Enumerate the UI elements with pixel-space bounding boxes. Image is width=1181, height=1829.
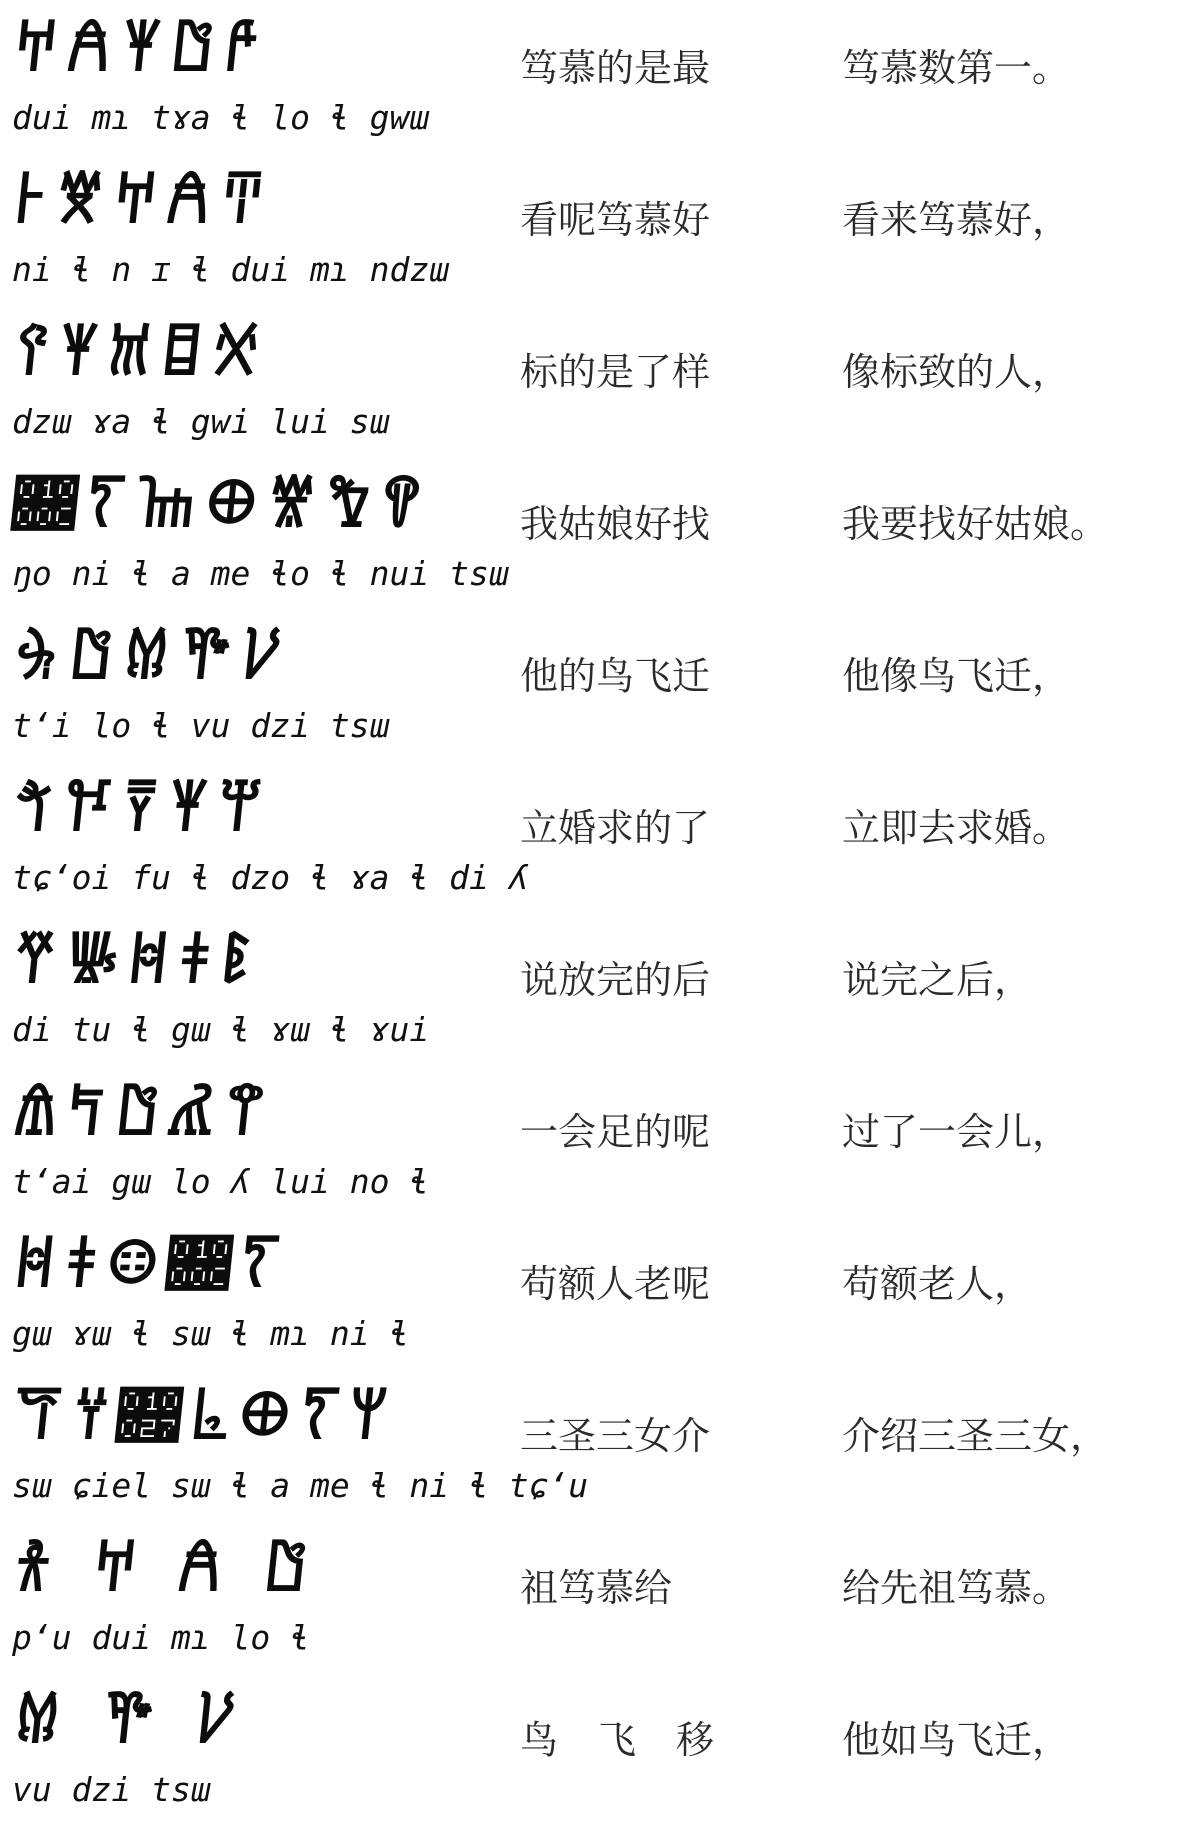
- yi-glyphs: 𐀗𐀘𐀙𐀂𐀚: [10, 772, 275, 845]
- word-gloss: 苟额人老呢: [520, 1262, 711, 1306]
- phonetic-transcription: dui mɿ tɤa ɬ lo ɬ gwɯ: [12, 98, 430, 137]
- word-gloss: 一会足的呢: [520, 1110, 711, 1154]
- word-gloss: 说放完的后: [520, 958, 711, 1002]
- phonetic-transcription: sɯ ɕiel sɯ ɬ a me ɬ ni ɬ tɕʻu: [12, 1466, 589, 1505]
- text-row-4: [0, 456, 1181, 608]
- yi-script-line: [8, 1068, 458, 1212]
- phonetic-transcription: ŋo ni ɬ a me ɬo ɬ nui tsɯ: [12, 554, 509, 593]
- free-translation: 看来笃慕好，: [842, 198, 1071, 242]
- word-gloss: 笃慕的是最: [520, 46, 711, 90]
- yi-glyphs: 𐀪 𐀀 𐀁 𐀃: [10, 1532, 322, 1605]
- phonetic-transcription: vu dzi tsɯ: [12, 1770, 211, 1809]
- yi-script-line: [8, 308, 458, 452]
- text-row-8: [0, 1064, 1181, 1216]
- word-gloss: 三圣三女介: [520, 1414, 711, 1458]
- text-row-2: [0, 152, 1181, 304]
- free-translation: 笃慕数第一。: [842, 46, 1071, 90]
- yi-glyphs: 𐀝𐀞𐀤𐀌𐀍: [10, 1228, 293, 1301]
- phonetic-transcription: di tu ɬ gɯ ɬ ɤɯ ɬ ɤui: [12, 1010, 430, 1049]
- free-translation: 过了一会儿，: [842, 1110, 1071, 1154]
- phonetic-transcription: ni ɬ n ɪ ɬ dui mɿ ndzɯ: [12, 250, 450, 289]
- yi-script-line: [8, 1524, 458, 1668]
- yi-glyphs: 𐀈𐀂𐀉𐀊𐀋: [10, 316, 273, 389]
- yi-script-line: [8, 916, 458, 1060]
- phonetic-transcription: tʻi lo ɬ vu dzi tsɯ: [12, 706, 390, 745]
- free-translation: 像标致的人，: [842, 350, 1071, 394]
- text-row-10: [0, 1368, 1181, 1520]
- yi-glyphs: 𐀛𐀜𐀝𐀞𐀟: [10, 924, 267, 997]
- yi-glyphs: 𐀥𐀦𐀧𐀨𐀏𐀍𐀩: [10, 1380, 400, 1453]
- yi-glyphs: 𐀌𐀍𐀎𐀏𐀐𐀑𐀒: [10, 468, 435, 541]
- text-row-6: [0, 760, 1181, 912]
- phonetic-transcription: tʻai gɯ lo ʎ lui no ɬ: [12, 1162, 430, 1201]
- yi-glyphs: 𐀅𐀆𐀀𐀁𐀇: [10, 164, 278, 237]
- phonetic-transcription: tɕʻoi fu ɬ dzo ɬ ɤa ɬ di ʎ: [12, 858, 529, 897]
- yi-script-line: [8, 460, 509, 604]
- text-row-9: [0, 1216, 1181, 1368]
- text-row-11: [0, 1520, 1181, 1672]
- yi-script-line: [8, 612, 458, 756]
- phonetic-transcription: pʻu dui mɿ lo ɬ: [12, 1618, 311, 1657]
- yi-glyphs: 𐀀𐀁𐀂𐀃𐀄: [10, 12, 273, 85]
- free-translation: 说完之后，: [842, 958, 1033, 1002]
- text-row-1: [0, 0, 1181, 152]
- yi-script-line: [8, 1220, 458, 1364]
- free-translation: 介绍三圣三女，: [842, 1414, 1109, 1458]
- free-translation: 苟额老人，: [842, 1262, 1033, 1306]
- phonetic-transcription: dzɯ ɤa ɬ gwi lui sɯ: [12, 402, 390, 441]
- text-row-7: [0, 912, 1181, 1064]
- yi-glyphs: 𐀓𐀃𐀔𐀕𐀖: [10, 620, 294, 693]
- text-row-3: [0, 304, 1181, 456]
- word-gloss: 标的是了样: [520, 350, 711, 394]
- free-translation: 他像鸟飞迁，: [842, 654, 1071, 698]
- yi-glyphs: 𐀔 𐀕 𐀖: [10, 1684, 248, 1757]
- word-gloss: 鸟飞移: [520, 1718, 755, 1762]
- yi-script-line: [8, 764, 529, 908]
- free-translation: 给先祖笃慕。: [842, 1566, 1071, 1610]
- word-gloss: 我姑娘好找: [520, 502, 711, 546]
- yi-script-line: [8, 1676, 458, 1820]
- yi-script-line: [8, 4, 458, 148]
- yi-glyphs: 𐀠𐀡𐀃𐀢𐀣: [10, 1076, 277, 1149]
- word-gloss: 立婚求的了: [520, 806, 711, 850]
- yi-script-line: [8, 1372, 589, 1516]
- text-row-5: [0, 608, 1181, 760]
- yi-script-line: [8, 156, 458, 300]
- free-translation: 我要找好姑娘。: [842, 502, 1109, 546]
- text-row-12: [0, 1672, 1181, 1824]
- phonetic-transcription: gɯ ɤɯ ɬ sɯ ɬ mɿ ni ɬ: [12, 1314, 410, 1353]
- word-gloss: 看呢笃慕好: [520, 198, 711, 242]
- word-gloss: 他的鸟飞迁: [520, 654, 711, 698]
- word-gloss: 祖笃慕给: [520, 1566, 673, 1610]
- free-translation: 立即去求婚。: [842, 806, 1071, 850]
- free-translation: 他如鸟飞迁，: [842, 1718, 1071, 1762]
